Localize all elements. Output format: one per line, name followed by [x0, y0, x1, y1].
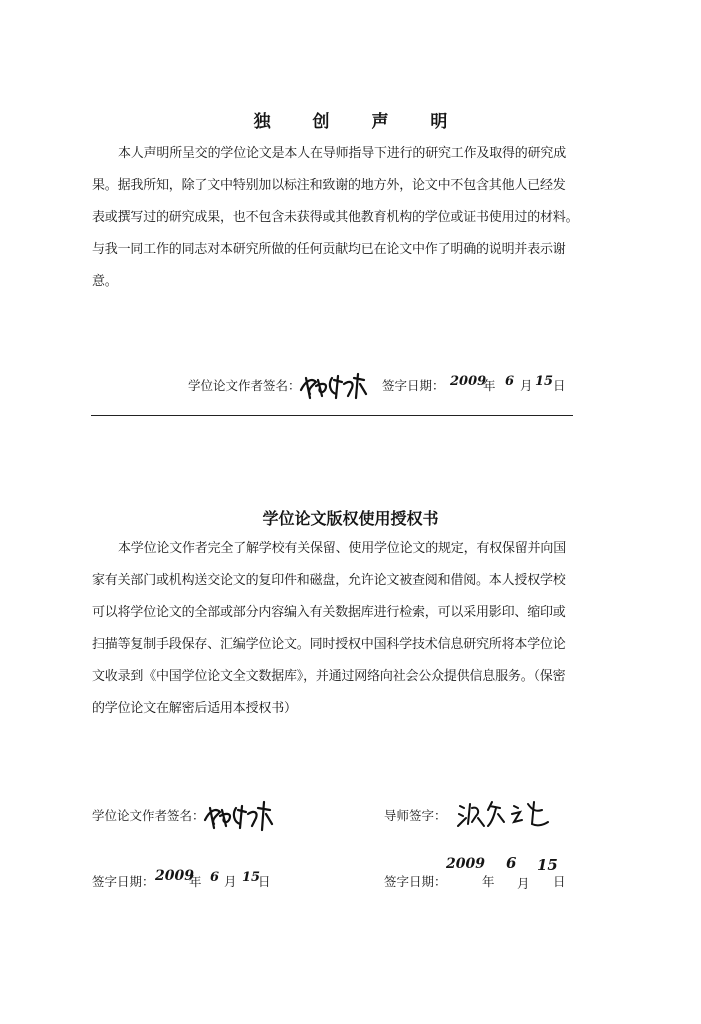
authorization-line: 可以将学位论文的全部或部分内容编入有关数据库进行检索，可以采用影印、缩印或 [92, 605, 566, 620]
authorization-line: 扫描等复制手段保存、汇编学位论文。同时授权中国科学技术信息研究所将本学位论 [92, 637, 566, 652]
authorization-line: 家有关部门或机构送交论文的复印件和磁盘，允许论文被查阅和借阅。本人授权学校 [92, 573, 566, 588]
advisor-year-unit: 年 [482, 874, 495, 889]
declaration-line: 表或撰写过的研究成果，也不包含未获得或其他教育机构的学位或证书使用过的材料。 [92, 210, 579, 225]
authorization-author-month-unit: 月 [224, 874, 237, 889]
section-divider [91, 415, 573, 416]
declaration-author-signature [298, 368, 370, 402]
declaration-date-label: 签字日期： [382, 378, 445, 393]
authorization-author-date-year: 2009 [155, 868, 194, 884]
declaration-body [92, 138, 578, 298]
declaration-month-unit: 月 [520, 378, 533, 393]
declaration-line: 果。据我所知，除了文中特别加以标注和致谢的地方外，论文中不包含其他人已经发 [92, 178, 566, 193]
advisor-date-year: 2009 [446, 856, 485, 872]
declaration-date-day: 15 [535, 374, 554, 389]
authorization-body [92, 533, 566, 725]
declaration-line: 与我一同工作的同志对本研究所做的任何贡献均已在论文中作了明确的说明并表示谢 [92, 242, 566, 257]
authorization-line: 的学位论文在解密后适用本授权书） [92, 701, 297, 716]
advisor-signature [456, 796, 552, 830]
authorization-line: 本学位论文作者完全了解学校有关保留、使用学位论文的规定，有权保留并向国 [118, 541, 567, 556]
advisor-date-day: 15 [537, 856, 558, 874]
authorization-line: 文收录到《中国学位论文全文数据库》，并通过网络向社会公众提供信息服务。（保密 [92, 669, 566, 684]
advisor-month-unit: 月 [517, 876, 530, 891]
authorization-author-sign-label: 学位论文作者签名： [92, 808, 205, 823]
declaration-line: 意。 [92, 274, 118, 289]
declaration-day-unit: 日 [553, 378, 566, 393]
authorization-author-date-label: 签字日期： [92, 874, 155, 889]
declaration-date-year: 2009 [450, 374, 487, 389]
declaration-title: 独 创 声 明 [253, 112, 466, 132]
authorization-title: 学位论文版权使用授权书 [262, 509, 439, 528]
declaration-author-sign-label: 学位论文作者签名： [188, 378, 301, 393]
authorization-author-signature [202, 796, 276, 832]
authorization-author-year-unit: 年 [189, 874, 202, 889]
authorization-author-date-day: 15 [242, 870, 261, 885]
advisor-sign-label: 导师签字： [384, 808, 447, 823]
advisor-date-month: 6 [506, 854, 517, 872]
authorization-author-date-month: 6 [210, 870, 220, 885]
advisor-day-unit: 日 [553, 874, 566, 889]
declaration-year-unit: 年 [483, 378, 496, 393]
authorization-author-day-unit: 日 [258, 874, 271, 889]
declaration-date-month: 6 [505, 374, 515, 389]
advisor-date-label: 签字日期： [384, 874, 447, 889]
declaration-line: 本人声明所呈交的学位论文是本人在导师指导下进行的研究工作及取得的研究成 [118, 146, 567, 161]
